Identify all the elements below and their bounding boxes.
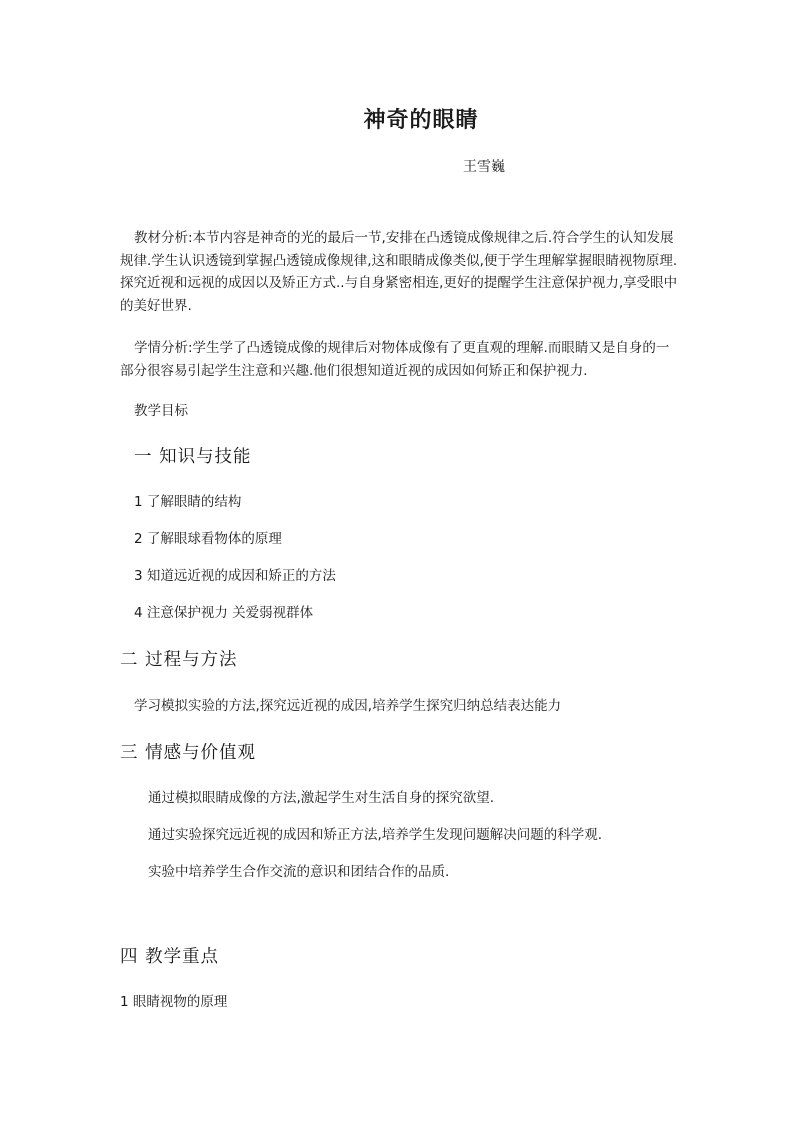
list-item: 4 注意保护视力 关爱弱视群体: [134, 605, 314, 621]
document-title: 神奇的眼睛: [363, 108, 479, 133]
section-process-text: 学习模拟实验的方法,探究远近视的成因,培养学生探究归纳总结表达能力: [134, 698, 562, 714]
list-item: 2 了解眼球看物体的原理: [134, 531, 282, 547]
list-item: 3 知道远近视的成因和矫正的方法: [134, 568, 336, 584]
author-name: 王雪巍: [463, 159, 505, 175]
teaching-goals-label: 教学目标: [134, 403, 188, 419]
material-analysis-paragraph: 教材分析:本节内容是神奇的光的最后一节,安排在凸透镜成像规律之后.符合学生的认知发展规律.学生认识透镜到掌握凸透镜成像规律,这和眼睛成像类似,便于学生理解掌握眼睛视物原理.探究近视和远视的成因以及矫正方式..与自身紧密相连,更好的提醒学生注意保护视力,享受眼中的美好世界.: [120, 230, 678, 314]
list-item: 1 眼睛视物的原理: [120, 994, 228, 1010]
section-knowledge-heading: 一 知识与技能: [134, 447, 252, 467]
list-item: 通过实验探究远近视的成因和矫正方法,培养学生发现问题解决问题的科学观.: [148, 827, 603, 843]
list-item: 1 了解眼睛的结构: [134, 494, 242, 510]
section-keypoints-heading: 四 教学重点: [120, 947, 220, 967]
student-analysis-paragraph: 学情分析:学生学了凸透镜成像的规律后对物体成像有了更直观的理解.而眼睛又是自身的一部分很容易引起学生注意和兴趣.他们很想知道近视的成因如何矫正和保护视力.: [120, 340, 670, 379]
list-item: 通过模拟眼睛成像的方法,激起学生对生活自身的探究欲望.: [148, 790, 495, 806]
section-emotion-heading: 三 情感与价值观: [120, 743, 257, 763]
section-process-heading: 二 过程与方法: [120, 650, 238, 670]
list-item: 实验中培养学生合作交流的意识和团结合作的品质.: [148, 864, 450, 880]
